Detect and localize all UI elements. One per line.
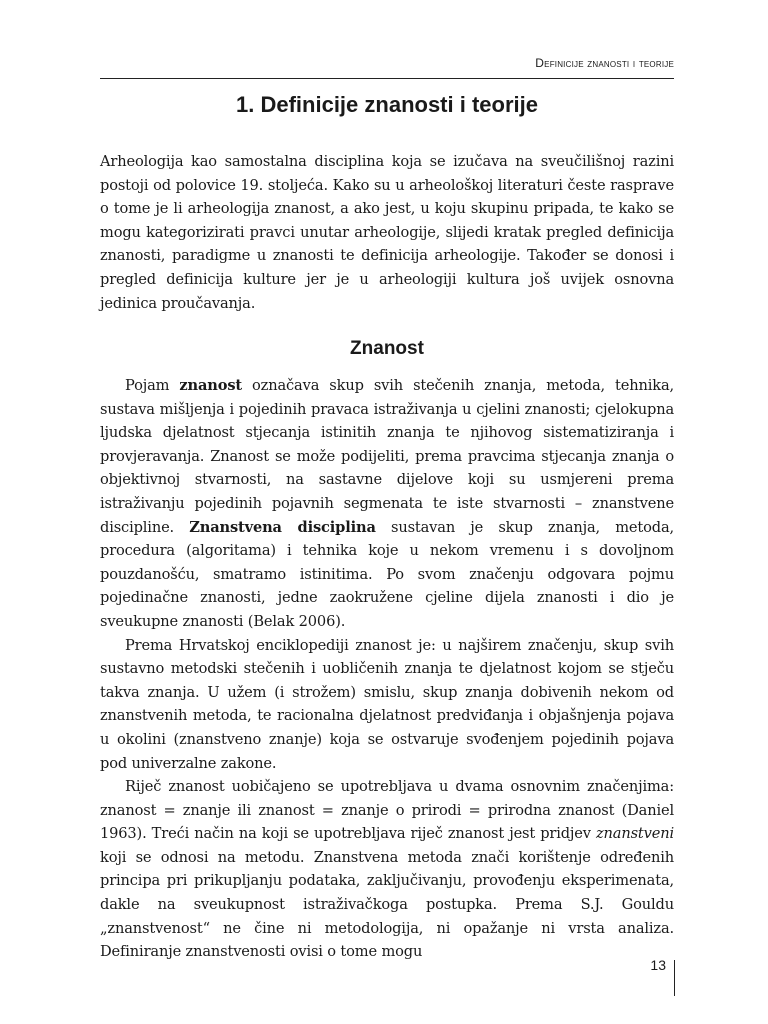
p3-text-2: koji se odnosi na metodu. Znanstvena metoda znači korištenje određenih principa pri prikupljanju podataka, zaključivanju, provođenju eksperimenata, dakle na sveukupnost istraživačkoga postupka. Prema S.J. Gouldu „znanstvenost“ ne čine ni metodologija, ni opažanje ni vrsta analiza. Definiranje znanstvenosti ovisi o tome mogu [100, 848, 674, 961]
paragraph-3 [100, 775, 674, 964]
intro-paragraph [100, 150, 674, 315]
page-number-rule [674, 960, 675, 996]
page-number: 13 [650, 957, 666, 973]
paragraph-1 [100, 374, 674, 634]
intro-text: Arheologija kao samostalna disciplina koja se izučava na sveučilišnoj razini postoji od polovice 19. stoljeća. Kako su u arheološkoj literaturi česte rasprave o tome je li arheologija znanost, a ako jest, u koju skupinu pripada, te kako se mogu kategorizirati pravci unutar arheologije, slijedi kratak pregled definicija znanosti, paradigme u znanosti te definicija arheologije. Također se donosi i pregled definicija kulture jer je u arheologiji kultura još uvijek osnovna jedinica proučavanja. [100, 153, 674, 312]
header-rule [100, 78, 674, 79]
section-title: Znanost [350, 338, 424, 359]
term-znanstveni: znanstveni [596, 825, 674, 843]
paragraph-2: Prema Hrvatskoj enciklopediji znanost je: u najširem značenju, skup svih sustavno metodski stečenih i uobličenih znanja te djelatnost kojom se stječu takva znanja. U užem (i strožem) smislu, skup znanja dobivenih nekom od znanstvenih metoda, te racionalna djelatnost predviđanja i objašnjenja pojava u okolini (znanstveno znanje) koja se ostvaruje svođenjem pojedinih pojava pod univerzalne zakone. [100, 636, 674, 772]
chapter-title: 1. Definicije znanosti i teorije [236, 92, 538, 117]
p3-text-1: Riječ znanost uobičajeno se upotrebljava u dvama osnovnim značenjima: znanost = znanje ili znanost = znanje o prirodi = prirodna znanost (Daniel 1963). Treći način na koji se upotrebljava riječ znanost jest pridjev [100, 778, 674, 843]
term-znanstvena-disciplina: Znanstvena disciplina [189, 518, 376, 536]
p1-text-1: Pojam [125, 377, 180, 394]
p1-text-3: sustavan je skup znanja, metoda, procedura (algoritama) i tehnika koje u nekom vremenu i s dovoljnom pouzdanošću, smatramo istinitima. Po svom značenju odgovara pojmu pojedinačne znanosti, jedne zaokružene cjeline dijela znanosti i dio je sveukupne znanosti (Belak 2006). [100, 518, 674, 630]
section-body [100, 374, 674, 964]
term-znanost: znanost [179, 377, 242, 394]
running-header: Definicije znanosti i teorije [535, 56, 674, 70]
p1-text-2: označava skup svih stečenih znanja, metoda, tehnika, sustava mišljenja i pojedinih pravaca istraživanja u cjelini znanosti; cjelokupna ljudska djelatnost stjecanja istinitih znanja te njihovog sistematiziranja i provjeravanja. Znanost se može podijeliti, prema pravcima stjecanja znanja o objektivnoj stvarnosti, na sastavne dijelove koji su usmjereni prema istraživanju pojedinih pojavnih segmenata te iste stvarnosti – znanstvene discipline. [100, 377, 674, 536]
